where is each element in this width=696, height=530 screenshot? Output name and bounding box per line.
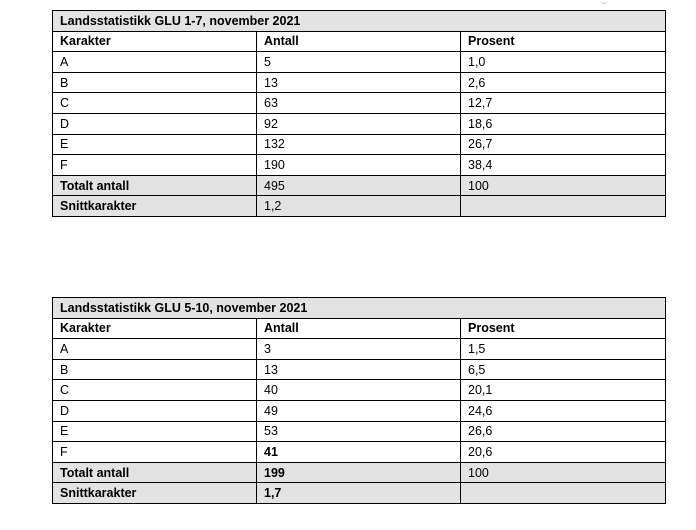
- table-row: [53, 113, 666, 134]
- table-title: Landsstatistikk GLU 1-7, november 2021: [53, 11, 666, 32]
- table-row: [53, 72, 666, 93]
- stats-table-glu-1-7: [52, 10, 666, 217]
- grade-cell: C: [53, 93, 257, 114]
- total-count: 199: [257, 462, 461, 483]
- table-title-row: [53, 298, 666, 319]
- average-empty-cell: [461, 483, 666, 504]
- count-cell: 63: [257, 93, 461, 114]
- count-cell: 5: [257, 52, 461, 73]
- header-antall: Antall: [257, 31, 461, 52]
- count-cell: 41: [257, 442, 461, 463]
- percent-cell: 12,7: [461, 93, 666, 114]
- count-cell: 3: [257, 339, 461, 360]
- percent-cell: 38,4: [461, 155, 666, 176]
- header-prosent: Prosent: [461, 318, 666, 339]
- table-row: [53, 339, 666, 360]
- count-cell: 132: [257, 134, 461, 155]
- page-edge-fragment: [600, 0, 608, 4]
- grade-cell: B: [53, 359, 257, 380]
- table-row: [53, 52, 666, 73]
- grade-cell: E: [53, 421, 257, 442]
- table-row: [53, 421, 666, 442]
- average-row: [53, 196, 666, 217]
- grade-cell: C: [53, 380, 257, 401]
- total-percent: 100: [461, 462, 666, 483]
- table-header-row: [53, 318, 666, 339]
- count-cell: 190: [257, 155, 461, 176]
- percent-cell: 20,1: [461, 380, 666, 401]
- count-cell: 40: [257, 380, 461, 401]
- table-row: [53, 155, 666, 176]
- average-value: 1,7: [257, 483, 461, 504]
- percent-cell: 18,6: [461, 113, 666, 134]
- table-row: [53, 380, 666, 401]
- count-cell: 53: [257, 421, 461, 442]
- percent-cell: 1,0: [461, 52, 666, 73]
- table-row: [53, 359, 666, 380]
- grade-cell: A: [53, 339, 257, 360]
- average-row: [53, 483, 666, 504]
- count-cell: 92: [257, 113, 461, 134]
- grade-cell: A: [53, 52, 257, 73]
- table-header-row: [53, 31, 666, 52]
- average-label: Snittkarakter: [53, 196, 257, 217]
- header-prosent: Prosent: [461, 31, 666, 52]
- total-row: [53, 462, 666, 483]
- percent-cell: 24,6: [461, 400, 666, 421]
- grade-cell: D: [53, 400, 257, 421]
- percent-cell: 20,6: [461, 442, 666, 463]
- stats-table-glu-5-10: [52, 297, 666, 504]
- count-cell: 49: [257, 400, 461, 421]
- grade-cell: F: [53, 442, 257, 463]
- count-cell: 13: [257, 359, 461, 380]
- grade-cell: F: [53, 155, 257, 176]
- grade-cell: D: [53, 113, 257, 134]
- grade-cell: B: [53, 72, 257, 93]
- header-karakter: Karakter: [53, 31, 257, 52]
- table-row: [53, 400, 666, 421]
- grade-cell: E: [53, 134, 257, 155]
- table-row: [53, 134, 666, 155]
- table-row: [53, 442, 666, 463]
- total-row: [53, 175, 666, 196]
- percent-cell: 26,7: [461, 134, 666, 155]
- table-title-row: [53, 11, 666, 32]
- header-karakter: Karakter: [53, 318, 257, 339]
- table-title: Landsstatistikk GLU 5-10, november 2021: [53, 298, 666, 319]
- total-percent: 100: [461, 175, 666, 196]
- percent-cell: 26,6: [461, 421, 666, 442]
- total-label: Totalt antall: [53, 175, 257, 196]
- total-label: Totalt antall: [53, 462, 257, 483]
- average-label: Snittkarakter: [53, 483, 257, 504]
- average-empty-cell: [461, 196, 666, 217]
- percent-cell: 6,5: [461, 359, 666, 380]
- total-count: 495: [257, 175, 461, 196]
- percent-cell: 1,5: [461, 339, 666, 360]
- count-cell: 13: [257, 72, 461, 93]
- table-row: [53, 93, 666, 114]
- header-antall: Antall: [257, 318, 461, 339]
- average-value: 1,2: [257, 196, 461, 217]
- percent-cell: 2,6: [461, 72, 666, 93]
